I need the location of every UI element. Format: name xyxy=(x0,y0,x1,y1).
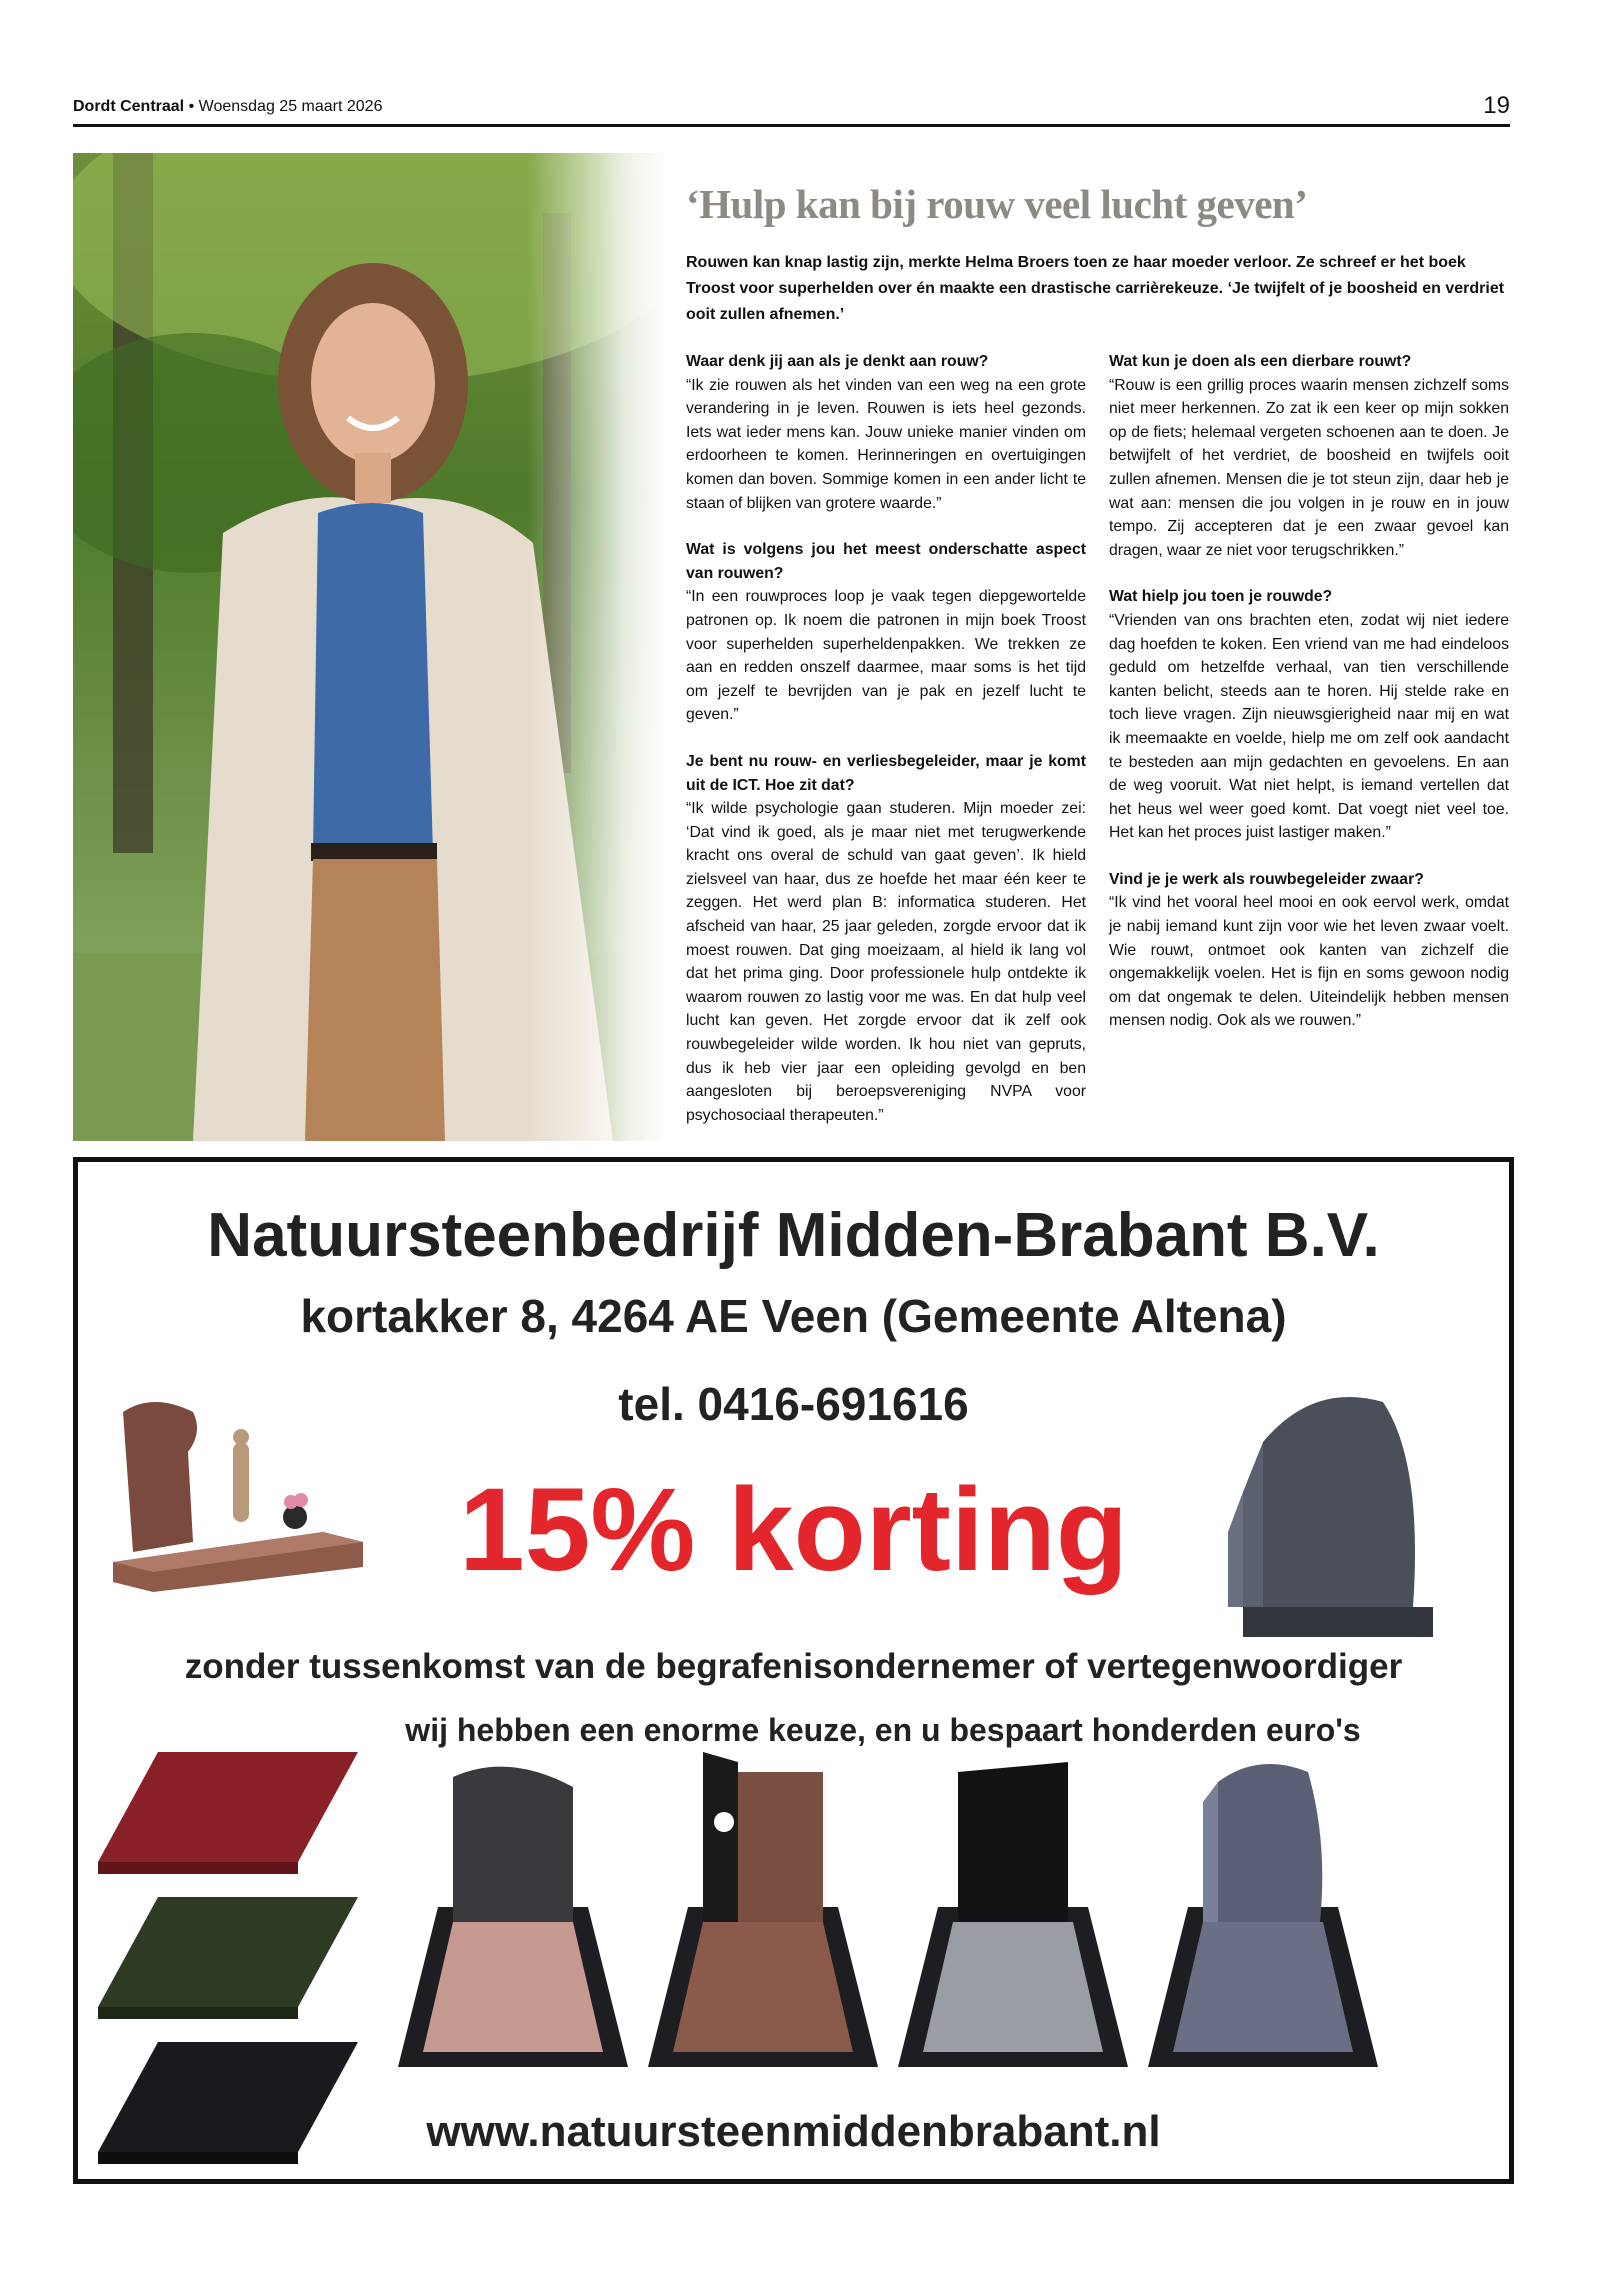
qa-block xyxy=(1109,350,1509,562)
question: Vind je je werk als rouwbegeleider zwaar? xyxy=(1109,870,1424,888)
qa-block xyxy=(686,750,1086,1128)
answer: “In een rouwproces loop je vaak tegen diepgewortelde patronen op. Ik noem die patronen in mijn boek Troost voor superhelden superheldenpakken. We trekken ze aan en redden onszelf daarmee, maar soms is het tijd om jezelf te bevrijden van je pak en jezelf lucht te geven.” xyxy=(686,588,1086,724)
paper-name: Dordt Centraal xyxy=(73,98,185,115)
grave-design-1-image xyxy=(398,1757,628,2077)
ad-company-name: Natuursteenbedrijf Midden-Brabant B.V. xyxy=(207,1201,1380,1270)
answer: “Rouw is een grillig proces waarin mensen zichzelf soms niet meer herkennen. Zo zat ik een keer op mijn sokken op de fiets; helemaal vergeten schoenen aan te doen. Je betwijfelt of het verdriet, de boosheid en twijfels ooit zullen afnemen. Mensen die je tot steun zijn, daar heb je wat aan: mensen die jou volgen in je rouw en in jouw tempo. Zij accepteren dat je een zwaar gevoel kan dragen, waar ze niet voor terugschrikken.” xyxy=(1109,376,1509,559)
gravestone-statue-image xyxy=(93,1392,383,1592)
paper-line xyxy=(73,98,382,116)
question: Wat is volgens jou het meest onderschatte aspect van rouwen? xyxy=(686,541,1086,582)
photo-fade xyxy=(527,153,667,1141)
qa-block xyxy=(686,538,1086,727)
question: Waar denk jij aan als je denkt aan rouw? xyxy=(686,353,989,370)
page-number: 19 xyxy=(1483,92,1510,119)
ad-phone: tel. 0416-691616 xyxy=(618,1378,969,1430)
article-lead: Rouwen kan knap lastig zijn, merkte Helma Broers toen ze haar moeder verloor. Ze schreef er het boek Troost voor superhelden over én maakte een drastische carrièrekeuze. ‘Je twijfelt of je boosheid en verdriet ooit zullen afnemen.’ xyxy=(686,254,1505,323)
answer: “Ik vind het vooral heel mooi en ook eervol werk, omdat je nabij iemand kunt zijn voor wie het leven zwaar voelt. Wie rouwt, ontmoet ook kanten van zichzelf die ongemakkelijk voelen. Het is fijn en soms gewoon nodig om dat ongemak te delen. Uiteindelijk hebben mensen mensen nodig. Ook als we rouwen.” xyxy=(1109,894,1509,1030)
question: Wat hielp jou toen je rouwde? xyxy=(1109,588,1333,606)
question: Wat kun je doen als een dierbare rouwt? xyxy=(1109,353,1412,370)
grave-design-2-image xyxy=(648,1752,878,2077)
issue-date: Woensdag 25 maart 2026 xyxy=(198,98,383,115)
article-column-left xyxy=(686,350,1086,1150)
dark-gravestone-image xyxy=(1223,1382,1453,1642)
article-photo xyxy=(73,153,667,1141)
ad-tagline-2: wij hebben een enorme keuze, en u bespaart honderden euro's xyxy=(405,1712,1361,1748)
qa-block xyxy=(686,350,1086,515)
grave-design-4-image xyxy=(1148,1752,1378,2077)
qa-block xyxy=(1109,868,1509,1033)
answer: “Ik zie rouwen als het vinden van een weg na een grote verandering in je leven. Rouwen is iets heel gezonds. Iets wat ieder mens kan. Jouw unieke manier vinden om erdoorheen te komen. Herinneringen en overtuigingen komen dan boven. Sommige komen in een ander licht te staan of blijken van grotere waarde.” xyxy=(686,376,1086,512)
qa-block xyxy=(1109,585,1509,845)
grave-design-3-image xyxy=(898,1752,1128,2077)
article-column-right xyxy=(1109,350,1509,1056)
answer: “Vrienden van ons brachten eten, zodat wij niet iedere dag hoefden te koken. Een vriend van me had eindeloos geduld om hetzelfde verhaal, van tien verschillende kanten belicht, steeds aan te horen. Hij stelde rake en toch lieve vragen. Zijn nieuwsgierigheid naar mij en wat ik meemaakte en voelde, hielp me om zelf ook aandacht te besteden aan mijn gedachten en gevoelens. En aan de weg vooruit. Wat niet helpt, is iemand vertellen dat het heus wel weer goed komt. Dat voegt niet veel toe. Het kan het proces juist lastiger maken.” xyxy=(1109,611,1509,842)
separator: • xyxy=(188,98,195,115)
answer: “Ik wilde psychologie gaan studeren. Mijn moeder zei: ‘Dat vind ik goed, als je maar niet met terugwerkende kracht ons overal de schuld van gaat geven’. Ik hield zielsveel van haar, dus ze hoefde het maar één keer te zeggen. Het werd plan B: informatica studeren. Het afscheid van haar, 25 jaar geleden, zorgde ervoor dat ik moest rouwen. Dat ging moeizaam, al hield ik lang vol dat het prima ging. Door professionele hulp ontdekte ik waarom rouwen zo lastig voor me was. En dat hulp veel lucht kan geven. Het zorgde ervoor dat ik zelf ook rouwbegeleider wilde worden. Ik hou niet van gepruts, dus ik heb vier jaar een opleiding gevolgd en ben aangesloten bij beroepsvereniging NVPA voor psychosociaal therapeuten.” xyxy=(686,800,1086,1124)
advertisement xyxy=(73,1157,1514,2184)
article-headline: ‘Hulp kan bij rouw veel lucht geven’ xyxy=(686,181,1308,227)
ad-tagline-1: zonder tussenkomst van de begrafenisondernemer of vertegenwoordiger xyxy=(184,1647,1403,1686)
ad-discount: 15% korting xyxy=(459,1464,1128,1596)
page-header xyxy=(73,92,1510,127)
question: Je bent nu rouw- en verliesbegeleider, maar je komt uit de ICT. Hoe zit dat? xyxy=(686,752,1086,794)
ad-address: kortakker 8, 4264 AE Veen (Gemeente Altena) xyxy=(300,1290,1287,1342)
ad-website: www.natuursteenmiddenbrabant.nl xyxy=(426,2107,1161,2156)
